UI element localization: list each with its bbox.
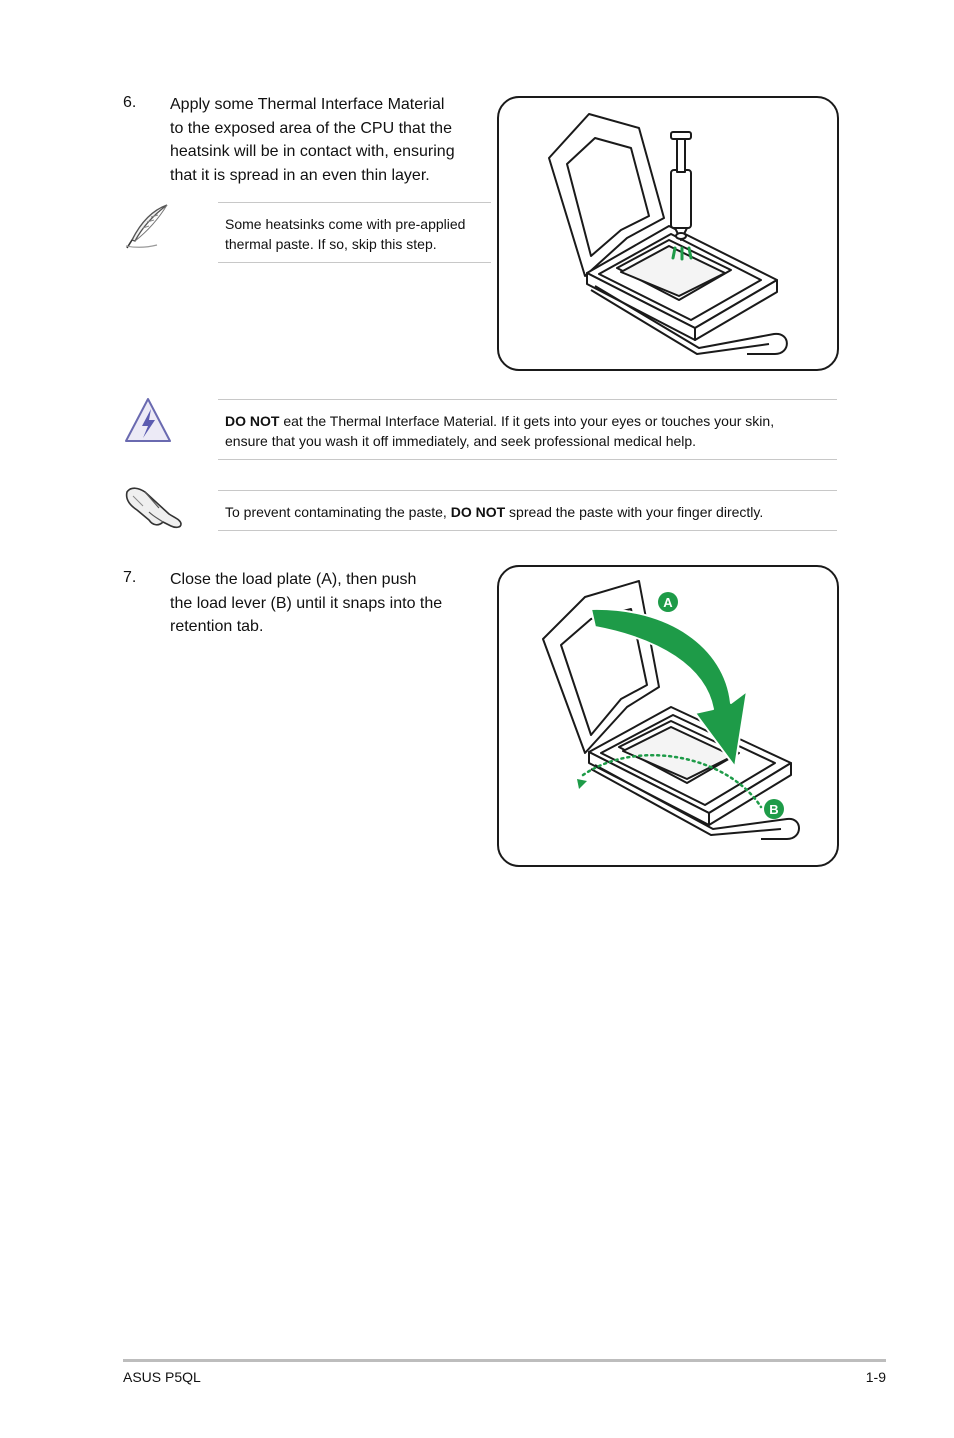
caution-top-rule xyxy=(218,490,837,491)
step-6-number: 6. xyxy=(123,94,137,111)
warning-bold: DO NOT xyxy=(225,413,280,429)
footer-product-name: ASUS P5QL xyxy=(123,1369,201,1385)
caution-bottom-rule xyxy=(218,530,837,531)
figure-thermal-paste xyxy=(497,96,839,371)
label-a: A xyxy=(663,595,673,610)
step-7-text xyxy=(170,568,490,639)
footer-page-number: 1-9 xyxy=(865,1369,886,1385)
note-line: Some heatsinks come with pre-applied xyxy=(225,216,466,232)
warning-line-1 xyxy=(225,411,774,431)
cpu-socket-close-illustration xyxy=(499,567,837,865)
step-6-line: heatsink will be in contact with, ensuring xyxy=(170,143,455,160)
lightning-warning-icon xyxy=(123,396,173,451)
note-line: thermal paste. If so, skip this step. xyxy=(225,236,437,252)
step-7-line: Close the load plate (A), then push xyxy=(170,571,417,588)
cpu-socket-paste-illustration xyxy=(499,98,837,369)
caution-bold: DO NOT xyxy=(450,504,506,520)
warning-top-rule xyxy=(218,399,837,400)
warning-line-1-rest: eat the Thermal Interface Material. If it gets into your eyes or touches your skin, xyxy=(279,413,775,429)
step-6-text xyxy=(170,93,490,187)
label-b: B xyxy=(769,802,779,817)
warning-bottom-rule xyxy=(218,459,837,460)
step-7-line: the load lever (B) until it snaps into the xyxy=(170,594,443,612)
quill-pen-icon xyxy=(123,202,171,255)
step-7-number: 7. xyxy=(123,569,137,586)
pointing-hand-icon xyxy=(123,482,185,535)
step-6-line: Apply some Thermal Interface Material xyxy=(170,96,445,113)
warning-line-2: ensure that you wash it off immediately, and seek professional medical help. xyxy=(225,433,697,449)
step-6-line: to the exposed area of the CPU that the xyxy=(170,119,452,137)
caution-text xyxy=(225,502,763,522)
step-7-line: retention tab. xyxy=(170,618,264,635)
note-bottom-rule xyxy=(218,262,491,263)
caution-suffix: spread the paste with your finger directly. xyxy=(505,504,764,520)
warning-text xyxy=(225,411,774,451)
footer-rule xyxy=(123,1359,886,1362)
figure-close-load-plate xyxy=(497,565,839,867)
step-6-line: that it is spread in an even thin layer. xyxy=(170,166,430,184)
note-top-rule xyxy=(218,202,491,203)
note-text xyxy=(225,214,465,254)
caution-prefix: To prevent contaminating the paste, xyxy=(225,504,451,520)
